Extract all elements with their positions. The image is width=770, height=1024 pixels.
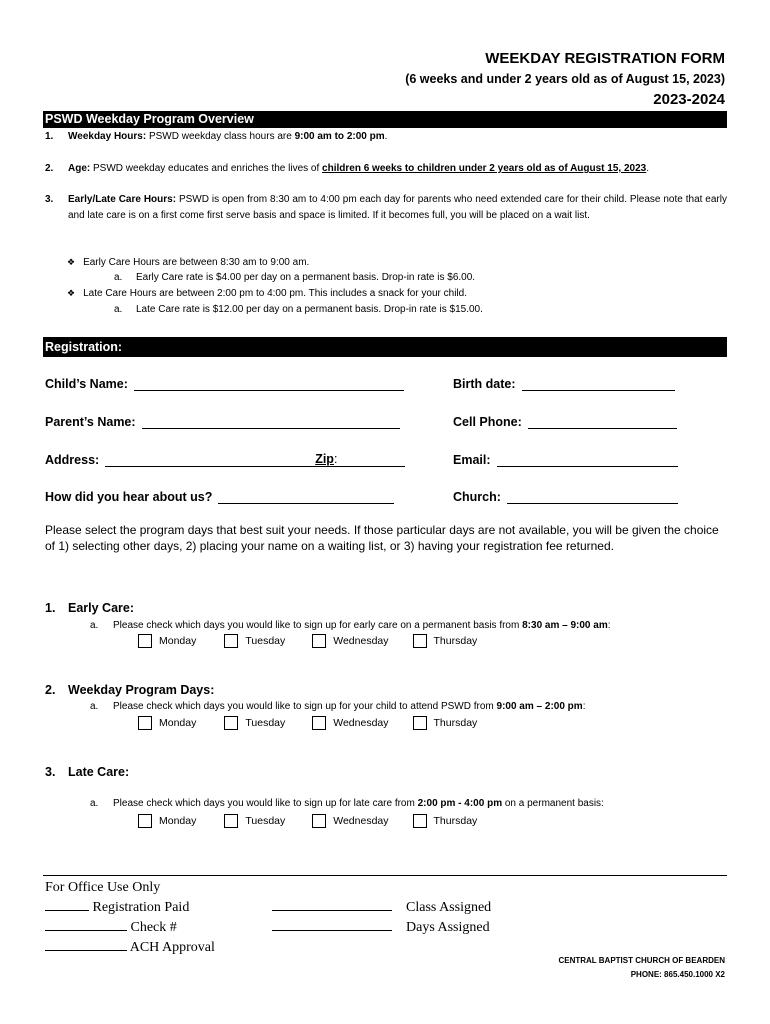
- checkbox[interactable]: [138, 716, 152, 730]
- prompt-time: 8:30 am – 9:00 am: [522, 620, 608, 631]
- office-assignment-block: [272, 897, 491, 937]
- prompt-text: Please check which days you would like to sign up for your child to attend PSWD from: [113, 701, 497, 712]
- item-end: .: [646, 163, 649, 174]
- overview-item-hours: [43, 129, 727, 145]
- weekday-monday[interactable]: [138, 716, 196, 730]
- birth-date-input-line[interactable]: [522, 376, 675, 391]
- item-number: 2.: [45, 163, 54, 174]
- cell-phone-label: Cell Phone:: [453, 415, 522, 429]
- late-care-hours-text: Late Care Hours are between 2:00 pm to 4:00 pm. This includes a snack for your child.: [83, 288, 467, 299]
- item-label: Weekday Hours:: [68, 131, 147, 142]
- item-emphasis: 9:00 am to 2:00 pm: [294, 131, 385, 142]
- childs-name-label: Child’s Name:: [45, 377, 128, 391]
- item-text: PSWD weekday educates and enriches the lives of: [90, 163, 323, 174]
- email-field[interactable]: [453, 452, 678, 467]
- check-number-label: Check #: [130, 920, 177, 935]
- parents-name-field[interactable]: [45, 414, 400, 429]
- office-use-title: For Office Use Only: [45, 880, 161, 895]
- section-title: Late Care:: [68, 765, 130, 779]
- checkbox[interactable]: [312, 814, 326, 828]
- form-subtitle: (6 weeks and under 2 years old as of August 15, 2023): [405, 72, 725, 86]
- section-number: 2.: [45, 683, 56, 697]
- birth-date-field[interactable]: [453, 376, 675, 391]
- class-assigned-label: Class Assigned: [406, 900, 492, 915]
- late-care-days: [138, 814, 506, 828]
- address-input-line[interactable]: [105, 452, 405, 467]
- hear-about-us-field[interactable]: [45, 489, 394, 504]
- late-care-wednesday[interactable]: [312, 814, 388, 828]
- school-year: 2023-2024: [653, 91, 725, 108]
- section-late-care: [45, 765, 129, 779]
- weekday-thursday[interactable]: [413, 716, 478, 730]
- weekday-wednesday[interactable]: [312, 716, 388, 730]
- list-letter: a.: [90, 701, 99, 712]
- item-text: PSWD weekday class hours are: [146, 131, 295, 142]
- day-label: Thursday: [433, 717, 478, 729]
- item-text: PSWD is open from 8:30 am to 4:00 pm each day for parents who need extended care for their child. Please note that early and late care is on a first come first serve basis and space is limited. If it becomes full, you will be placed on a wait list.: [68, 194, 727, 221]
- ach-approval-label: ACH Approval: [129, 940, 215, 955]
- ach-approval-line[interactable]: [45, 937, 127, 951]
- day-label: Monday: [159, 635, 197, 647]
- early-care-hours-bullet: [67, 255, 309, 270]
- hear-about-us-label: How did you hear about us?: [45, 490, 213, 504]
- section-early-care: [45, 601, 134, 615]
- early-care-rate: [114, 270, 475, 285]
- item-number: 3.: [45, 194, 54, 205]
- prompt-text: Please check which days you would like to sign up for late care from: [113, 798, 418, 809]
- late-care-monday[interactable]: [138, 814, 196, 828]
- section-weekday-program-days: [45, 683, 214, 697]
- checkbox[interactable]: [312, 634, 326, 648]
- overview-heading: PSWD Weekday Program Overview: [43, 111, 727, 128]
- early-care-prompt: [90, 620, 611, 631]
- prompt-time: 9:00 am – 2:00 pm: [496, 701, 583, 712]
- diamond-bullet-icon: ❖: [67, 257, 76, 267]
- birth-date-label: Birth date:: [453, 377, 516, 391]
- registration-heading: Registration:: [43, 337, 727, 357]
- day-label: Wednesday: [333, 815, 389, 827]
- childs-name-input-line[interactable]: [134, 376, 404, 391]
- checkbox[interactable]: [312, 716, 326, 730]
- checkbox[interactable]: [138, 814, 152, 828]
- prompt-text: Please check which days you would like to sign up for early care on a permanent basis from: [113, 620, 523, 631]
- item-label: Early/Late Care Hours:: [68, 194, 177, 205]
- registration-paid-line[interactable]: [45, 897, 89, 911]
- late-care-thursday[interactable]: [413, 814, 478, 828]
- item-end: .: [384, 131, 388, 142]
- item-label: Age:: [68, 163, 91, 174]
- diamond-bullet-icon: ❖: [67, 288, 76, 298]
- early-care-monday[interactable]: [138, 634, 196, 648]
- prompt-time: 2:00 pm - 4:00 pm: [417, 798, 503, 809]
- address-field[interactable]: [45, 452, 405, 467]
- checkbox[interactable]: [413, 716, 427, 730]
- class-assigned-line[interactable]: [272, 897, 392, 911]
- parents-name-input-line[interactable]: [142, 414, 400, 429]
- list-letter: a.: [90, 620, 99, 631]
- checkbox[interactable]: [413, 814, 427, 828]
- day-label: Wednesday: [333, 717, 389, 729]
- prompt-end: on a permanent basis:: [502, 798, 604, 809]
- section-title: Weekday Program Days:: [68, 683, 215, 697]
- address-label: Address:: [45, 453, 100, 467]
- checkbox[interactable]: [224, 814, 238, 828]
- early-care-days: [138, 634, 506, 648]
- list-letter: a.: [114, 272, 123, 283]
- checkbox[interactable]: [138, 634, 152, 648]
- early-care-hours-text: Early Care Hours are between 8:30 am to 9:00 am.: [83, 257, 310, 268]
- day-label: Thursday: [433, 815, 478, 827]
- early-care-thursday[interactable]: [413, 634, 478, 648]
- late-care-rate: [114, 302, 483, 317]
- day-label: Tuesday: [245, 717, 286, 729]
- parents-name-label: Parent’s Name:: [45, 415, 136, 429]
- email-label: Email:: [453, 453, 491, 467]
- early-care-tuesday[interactable]: [224, 634, 285, 648]
- overview-item-age: [43, 161, 727, 177]
- weekday-tuesday[interactable]: [224, 716, 285, 730]
- list-letter: a.: [90, 798, 99, 809]
- check-number-line[interactable]: [45, 917, 127, 931]
- list-letter: a.: [114, 304, 123, 315]
- item-number: 1.: [45, 131, 54, 142]
- day-label: Monday: [159, 717, 197, 729]
- checkbox[interactable]: [224, 634, 238, 648]
- day-label: Wednesday: [333, 635, 389, 647]
- church-input-line[interactable]: [507, 489, 678, 504]
- checkbox[interactable]: [413, 634, 427, 648]
- days-assigned-label: Days Assigned: [406, 920, 490, 935]
- office-use-block: [45, 879, 215, 957]
- overview-item-extended-care: [43, 192, 727, 223]
- zip-colon: :: [333, 452, 338, 466]
- days-assigned-line[interactable]: [272, 917, 392, 931]
- registration-paid-label: Registration Paid: [92, 900, 190, 915]
- zip-label: Zip: [315, 452, 334, 466]
- early-care-wednesday[interactable]: [312, 634, 388, 648]
- church-field[interactable]: [453, 489, 678, 504]
- late-care-prompt: [90, 798, 604, 809]
- hear-about-us-input-line[interactable]: [218, 489, 394, 504]
- prompt-end: :: [582, 701, 586, 712]
- early-care-rate-text: Early Care rate is $4.00 per day on a permanent basis. Drop-in rate is $6.00.: [136, 272, 476, 283]
- email-input-line[interactable]: [497, 452, 678, 467]
- church-label: Church:: [453, 490, 501, 504]
- weekday-program-days: [138, 716, 506, 730]
- prompt-end: :: [607, 620, 611, 631]
- cell-phone-field[interactable]: [453, 414, 677, 429]
- section-title: Early Care:: [68, 601, 135, 615]
- day-label: Monday: [159, 815, 197, 827]
- checkbox[interactable]: [224, 716, 238, 730]
- cell-phone-input-line[interactable]: [528, 414, 677, 429]
- late-care-hours-bullet: [67, 286, 467, 301]
- footer-phone: PHONE: 865.450.1000 X2: [630, 970, 725, 979]
- weekday-program-prompt: [90, 701, 585, 712]
- late-care-tuesday[interactable]: [224, 814, 285, 828]
- day-label: Tuesday: [245, 815, 286, 827]
- office-divider: [43, 875, 727, 876]
- form-title: WEEKDAY REGISTRATION FORM: [485, 50, 725, 67]
- item-emphasis: children 6 weeks to children under 2 years old as of August 15, 2023: [322, 163, 647, 174]
- late-care-rate-text: Late Care rate is $12.00 per day on a permanent basis. Drop-in rate is $15.00.: [136, 304, 483, 315]
- day-label: Thursday: [433, 635, 478, 647]
- section-number: 1.: [45, 601, 56, 615]
- footer-church-name: CENTRAL BAPTIST CHURCH OF BEARDEN: [558, 956, 725, 965]
- program-days-instructions: Please select the program days that best suit your needs. If those particular days are not available, you will be given the choice of 1) selecting other days, 2) placing your name on a waiting list, or 3) having your registration fee returned.: [45, 523, 719, 553]
- childs-name-field[interactable]: [45, 376, 404, 391]
- day-label: Tuesday: [245, 635, 286, 647]
- section-number: 3.: [45, 765, 56, 779]
